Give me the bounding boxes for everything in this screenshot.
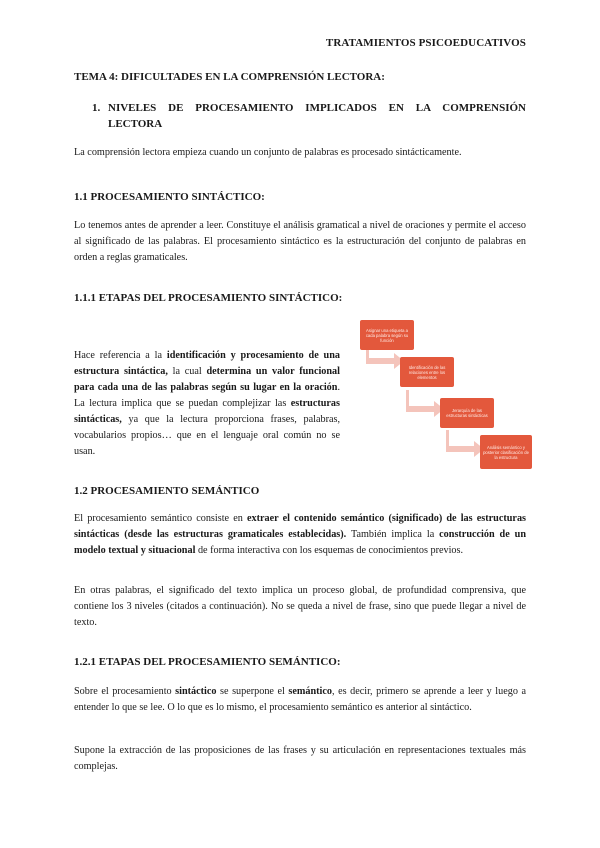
- section-1-2-1-paragraph-1: Sobre el procesamiento sintáctico se superpone el semántico, es decir, primero se aprende a leer y luego a entender lo que se lee. O lo que es lo mismo, el procesamiento semántico es anterior al sintáctico.: [74, 686, 526, 713]
- diagram-step-4: Análisis semántico y posterior clasificación de la estructura: [480, 435, 532, 469]
- section-1-2-1-heading: 1.2.1 ETAPAS DEL PROCESAMIENTO SEMÁNTICO:: [74, 656, 341, 668]
- section-1-1-1-heading: 1.1.1 ETAPAS DEL PROCESAMIENTO SINTÁCTICO:: [74, 292, 343, 304]
- diagram-step-3: Jerarquía de las estructuras sintácticas: [440, 398, 494, 428]
- section-1-1-paragraph: Lo tenemos antes de aprender a leer. Constituye el análisis gramatical a nivel de oraciones y permite el acceso al significado de las palabras. El procesamiento sintáctico es la estructuración del conjunto de palabras en orden a reglas gramaticales.: [74, 220, 526, 263]
- section-1-2-heading: 1.2 PROCESAMIENTO SEMÁNTICO: [74, 485, 260, 497]
- section-1-2-paragraph-2: En otras palabras, el significado del texto implica un proceso global, de profundidad comprensiva, que contiene los 3 niveles (citados a continuación). No se queda a nivel de frase, sino que puede llegar a nivel de texto.: [74, 585, 526, 628]
- section-1-1-heading: 1.1 PROCESAMIENTO SINTÁCTICO:: [74, 191, 265, 203]
- section-1-2-1-paragraph-2: Supone la extracción de las proposiciones de las frases y su articulación en representaciones textuales más complejas.: [74, 745, 526, 772]
- document-title: TEMA 4: DIFICULTADES EN LA COMPRENSIÓN LECTORA:: [74, 71, 385, 83]
- section-1-heading: [92, 100, 526, 132]
- intro-paragraph: La comprensión lectora empieza cuando un conjunto de palabras es procesado sintácticamente.: [74, 147, 462, 158]
- diagram-step-2: Identificación de las relaciones entre los elementos: [400, 357, 454, 387]
- process-diagram: [360, 320, 532, 472]
- running-header: TRATAMIENTOS PSICOEDUCATIVOS: [325, 37, 526, 49]
- section-1-title-line2: LECTORA: [108, 118, 163, 130]
- section-1-title-line1: NIVELES DE PROCESAMIENTO IMPLICADOS EN LA COMPRENSIÓN: [108, 102, 526, 114]
- section-1-number: 1.: [92, 102, 101, 114]
- section-1-2-paragraph-1: El procesamiento semántico consiste en extraer el contenido semántico (significado) de las estructuras sintácticas (desde las estructuras gramaticales establecidas). También implica la construcción de un modelo textual y situacional de forma interactiva con los esquemas de conocimientos previos.: [74, 513, 526, 556]
- section-1-1-1-paragraph: Hace referencia a la identificación y procesamiento de una estructura sintáctica, la cual determina un valor funcional para cada una de las palabras según su lugar en la oración. La lectura implica que se puedan complejizar las estructuras sintácticas, ya que la lectura proporciona frases, palabras, vocabularios propios… que en el lenguaje oral común no se usan.: [74, 350, 340, 457]
- diagram-step-1: Asignar una etiqueta a cada palabra según su función: [360, 320, 414, 350]
